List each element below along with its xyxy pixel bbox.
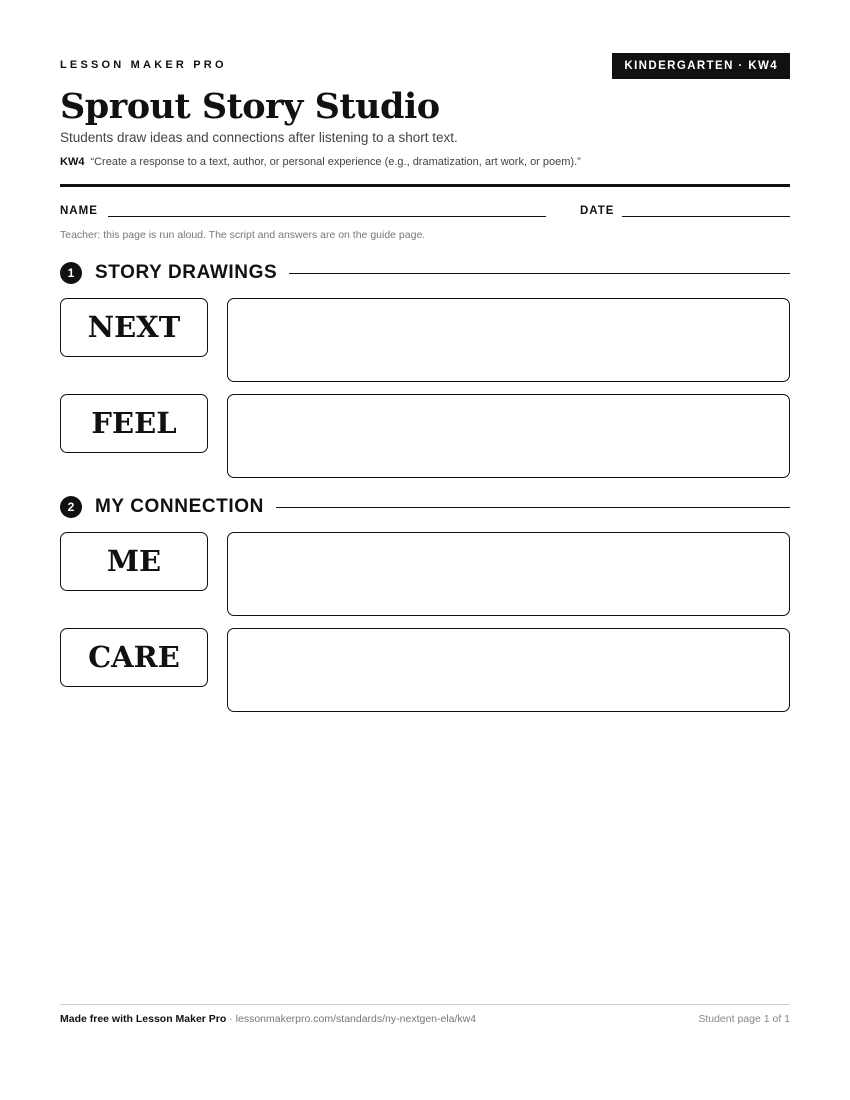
drawing-box[interactable] <box>227 394 790 478</box>
section-title: STORY DRAWINGS <box>95 259 289 287</box>
footer-separator: · <box>226 1013 236 1025</box>
page-subtitle: Students draw ideas and connections after listening to a short text. <box>60 130 458 145</box>
section-my-connection <box>60 493 790 521</box>
word-card: ME <box>60 532 208 591</box>
drawing-row-feel <box>60 394 790 480</box>
standard-line <box>60 156 581 168</box>
section-title: MY CONNECTION <box>95 493 276 521</box>
standard-text: “Create a response to a text, author, or personal experience (e.g., dramatization, art work, or poem).” <box>90 156 581 168</box>
worksheet-page <box>60 0 790 1100</box>
drawing-box[interactable] <box>227 628 790 712</box>
drawing-row-care <box>60 628 790 714</box>
footer-divider <box>60 1004 790 1005</box>
name-label: NAME <box>60 205 98 217</box>
page-title: Sprout Story Studio <box>60 86 440 127</box>
drawing-row-next <box>60 298 790 384</box>
date-label: DATE <box>580 205 615 217</box>
footer-page-number: Student page 1 of 1 <box>698 1013 790 1025</box>
word-card: NEXT <box>60 298 208 357</box>
footer-url[interactable]: lessonmakerpro.com/standards/ny-nextgen-ela/kw4 <box>235 1013 477 1025</box>
teacher-note: Teacher: this page is run aloud. The script and answers are on the guide page. <box>60 229 426 241</box>
drawing-row-me <box>60 532 790 618</box>
word-card: CARE <box>60 628 208 687</box>
name-field[interactable] <box>108 216 546 217</box>
section-number: 1 <box>60 262 82 284</box>
brand-name: LESSON MAKER PRO <box>60 59 227 71</box>
section-number: 2 <box>60 496 82 518</box>
drawing-box[interactable] <box>227 532 790 616</box>
section-story-drawings <box>60 259 790 287</box>
footer-made-with: Made free with Lesson Maker Pro <box>60 1013 227 1025</box>
drawing-box[interactable] <box>227 298 790 382</box>
header-divider <box>60 184 790 187</box>
standard-code: KW4 <box>60 156 85 168</box>
grade-badge: KINDERGARTEN · KW4 <box>612 53 790 79</box>
word-card: FEEL <box>60 394 208 453</box>
date-field[interactable] <box>622 216 790 217</box>
footer-credit <box>60 1013 476 1025</box>
